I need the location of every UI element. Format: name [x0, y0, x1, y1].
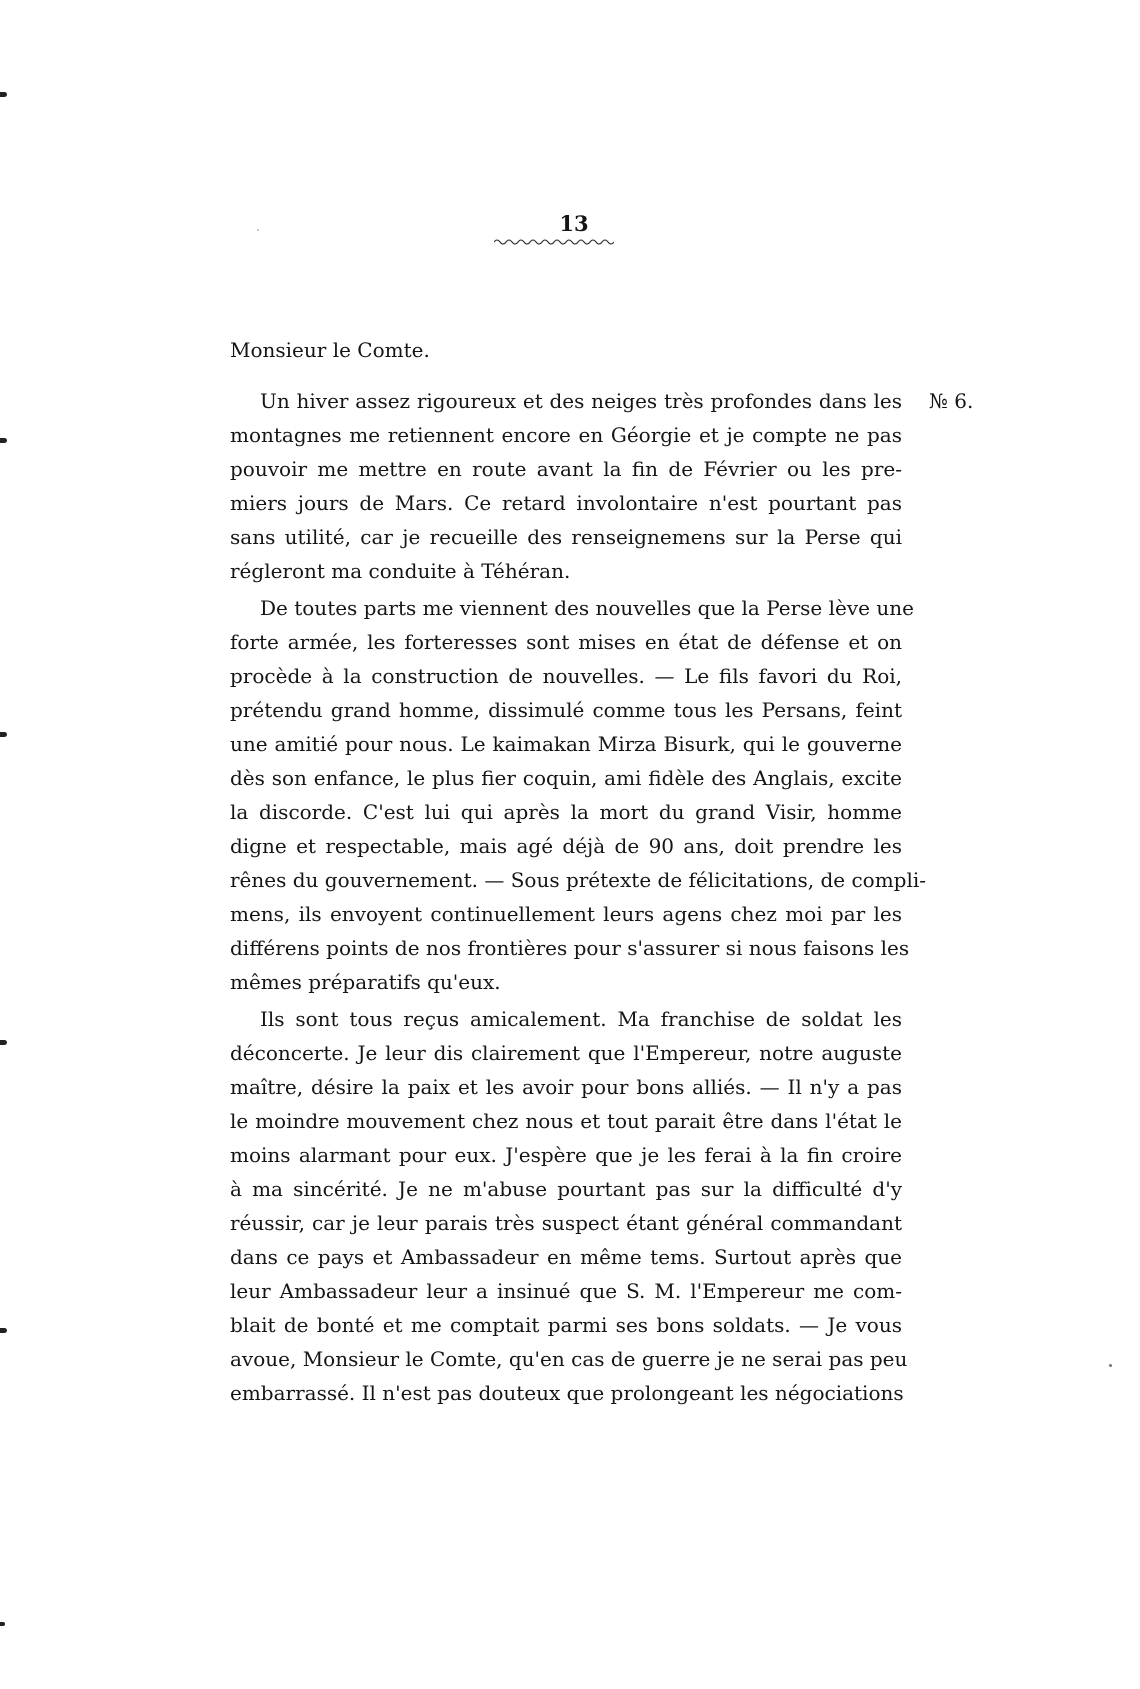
- text-line: dès son enfance, le plus fier coquin, ami fidèle des Anglais, excite: [230, 766, 902, 790]
- text-line: à ma sincérité. Je ne m'abuse pourtant pas sur la difficulté d'y: [230, 1177, 902, 1201]
- text-line: maître, désire la paix et les avoir pour bons alliés. — Il n'y a pas: [230, 1075, 902, 1099]
- page-number: 13: [559, 211, 589, 236]
- text-line: avoue, Monsieur le Comte, qu'en cas de guerre je ne serai pas peu: [230, 1347, 908, 1371]
- text-line: De toutes parts me viennent des nouvelles que la Perse lève une: [260, 596, 914, 620]
- salutation: Monsieur le Comte.: [230, 338, 430, 362]
- text-line: forte armée, les forteresses sont mises en état de défense et on: [230, 630, 902, 654]
- text-line: digne et respectable, mais agé déjà de 90 ans, doit prendre les: [230, 834, 902, 858]
- binding-hole-mark: [0, 1622, 5, 1626]
- text-line: réussir, car je leur parais très suspect étant général commandant: [230, 1211, 902, 1235]
- paper-speck: [257, 229, 259, 231]
- text-line: prétendu grand homme, dissimulé comme tous les Persans, feint: [230, 698, 902, 722]
- text-line: embarrassé. Il n'est pas douteux que prolongeant les négociations: [230, 1381, 904, 1405]
- text-line: leur Ambassadeur leur a insinué que S. M. l'Empereur me com-: [230, 1279, 902, 1303]
- text-line: le moindre mouvement chez nous et tout parait être dans l'état le: [230, 1109, 902, 1133]
- text-line: procède à la construction de nouvelles. — Le fils favori du Roi,: [230, 664, 902, 688]
- text-line: sans utilité, car je recueille des renseignemens sur la Perse qui: [230, 525, 902, 549]
- text-line: mens, ils envoyent continuellement leurs agens chez moi par les: [230, 902, 902, 926]
- text-line: miers jours de Mars. Ce retard involontaire n'est pourtant pas: [230, 491, 902, 515]
- paper-speck: [1109, 1364, 1112, 1367]
- text-line: rênes du gouvernement. — Sous prétexte de félicitations, de compli-: [230, 868, 927, 892]
- binding-hole-mark: [0, 92, 7, 97]
- text-line: blait de bonté et me comptait parmi ses bons soldats. — Je vous: [230, 1313, 902, 1337]
- text-line: une amitié pour nous. Le kaimakan Mirza Bisurk, qui le gouverne: [230, 732, 902, 756]
- binding-hole-mark: [0, 732, 7, 737]
- text-line: montagnes me retiennent encore en Géorgie et je compte ne pas: [230, 423, 902, 447]
- text-line: mêmes préparatifs qu'eux.: [230, 970, 501, 994]
- text-line: la discorde. C'est lui qui après la mort du grand Visir, homme: [230, 800, 902, 824]
- text-line: moins alarmant pour eux. J'espère que je les ferai à la fin croire: [230, 1143, 902, 1167]
- text-line: Ils sont tous reçus amicalement. Ma franchise de soldat les: [260, 1007, 902, 1031]
- text-line: déconcerte. Je leur dis clairement que l'Empereur, notre auguste: [230, 1041, 902, 1065]
- binding-hole-mark: [0, 438, 7, 443]
- text-line: Un hiver assez rigoureux et des neiges très profondes dans les: [260, 389, 902, 413]
- binding-hole-mark: [0, 1040, 7, 1045]
- document-number: № 6.: [929, 389, 974, 413]
- wavy-rule-ornament: [494, 238, 614, 246]
- text-line: régleront ma conduite à Téhéran.: [230, 559, 571, 583]
- text-line: pouvoir me mettre en route avant la fin de Février ou les pre-: [230, 457, 902, 481]
- binding-hole-mark: [0, 1328, 7, 1333]
- text-line: dans ce pays et Ambassadeur en même tems. Surtout après que: [230, 1245, 902, 1269]
- text-line: différens points de nos frontières pour s'assurer si nous faisons les: [230, 936, 910, 960]
